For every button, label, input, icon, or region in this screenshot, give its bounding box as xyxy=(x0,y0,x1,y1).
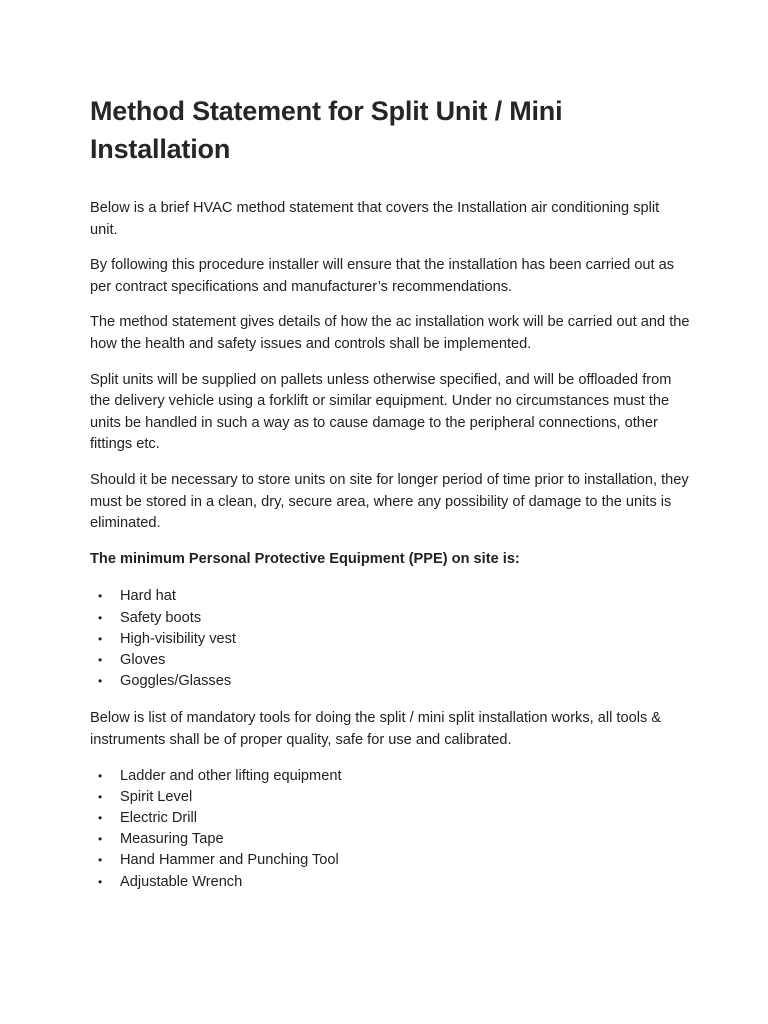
list-item xyxy=(90,650,690,671)
bullet-icon: • xyxy=(98,810,103,825)
tools-list xyxy=(90,766,690,893)
list-item-label: Measuring Tape xyxy=(120,831,224,848)
bullet-icon: • xyxy=(98,768,103,783)
list-item-label: Ladder and other lifting equipment xyxy=(120,767,342,784)
list-item xyxy=(90,766,690,787)
bullet-icon: • xyxy=(98,652,103,667)
list-item-label: Hard hat xyxy=(120,588,176,605)
bullet-icon: • xyxy=(98,853,103,868)
paragraph-procedure: By following this procedure installer will ensure that the installation has been carried out as per contract specifications and manufacturer’s recommendations. xyxy=(90,257,675,295)
paragraph-storage: Should it be necessary to store units on site for longer period of time prior to installation, they must be stored in a clean, dry, secure area, where any possibility of damage to the units is eliminated. xyxy=(90,471,689,532)
list-item-label: Safety boots xyxy=(120,609,202,626)
list-item-label: High-visibility vest xyxy=(120,630,236,647)
list-item xyxy=(90,671,690,692)
list-item xyxy=(90,629,690,650)
list-item-label: Electric Drill xyxy=(120,809,198,826)
list-item xyxy=(90,586,690,607)
ppe-list xyxy=(90,586,690,692)
list-item-label: Gloves xyxy=(120,651,166,668)
list-item-label: Adjustable Wrench xyxy=(120,873,243,890)
bullet-icon: • xyxy=(98,589,103,604)
paragraph-supply: Split units will be supplied on pallets unless otherwise specified, and will be offloaded from the delivery vehicle using a forklift or similar equipment. Under no circumstances must the units be handled in such a way as to cause damage to the peripheral connections, other fittings etc. xyxy=(90,371,672,453)
list-item-label: Hand Hammer and Punching Tool xyxy=(120,852,339,869)
bullet-icon: • xyxy=(98,674,103,689)
bullet-icon: • xyxy=(98,832,103,847)
ppe-heading: The minimum Personal Protective Equipment (PPE) on site is: xyxy=(90,550,520,567)
paragraph-details: The method statement gives details of how the ac installation work will be carried out and the how the health and safety issues and controls shall be implemented. xyxy=(90,314,690,352)
list-item xyxy=(90,608,690,629)
bullet-icon: • xyxy=(98,874,103,889)
list-item-label: Spirit Level xyxy=(120,788,193,805)
list-item xyxy=(90,872,690,893)
list-item xyxy=(90,829,690,850)
document-page xyxy=(90,92,690,909)
page-title: Method Statement for Split Unit / Mini Installation xyxy=(90,96,563,164)
list-item xyxy=(90,850,690,871)
bullet-icon: • xyxy=(98,631,103,646)
paragraph-intro: Below is a brief HVAC method statement that covers the Installation air conditioning split unit. xyxy=(90,200,660,238)
list-item-label: Goggles/Glasses xyxy=(120,673,232,690)
list-item xyxy=(90,808,690,829)
list-item xyxy=(90,787,690,808)
bullet-icon: • xyxy=(98,789,103,804)
tools-intro: Below is list of mandatory tools for doing the split / mini split installation works, all tools & instruments shall be of proper quality, safe for use and calibrated. xyxy=(90,710,662,748)
bullet-icon: • xyxy=(98,610,103,625)
